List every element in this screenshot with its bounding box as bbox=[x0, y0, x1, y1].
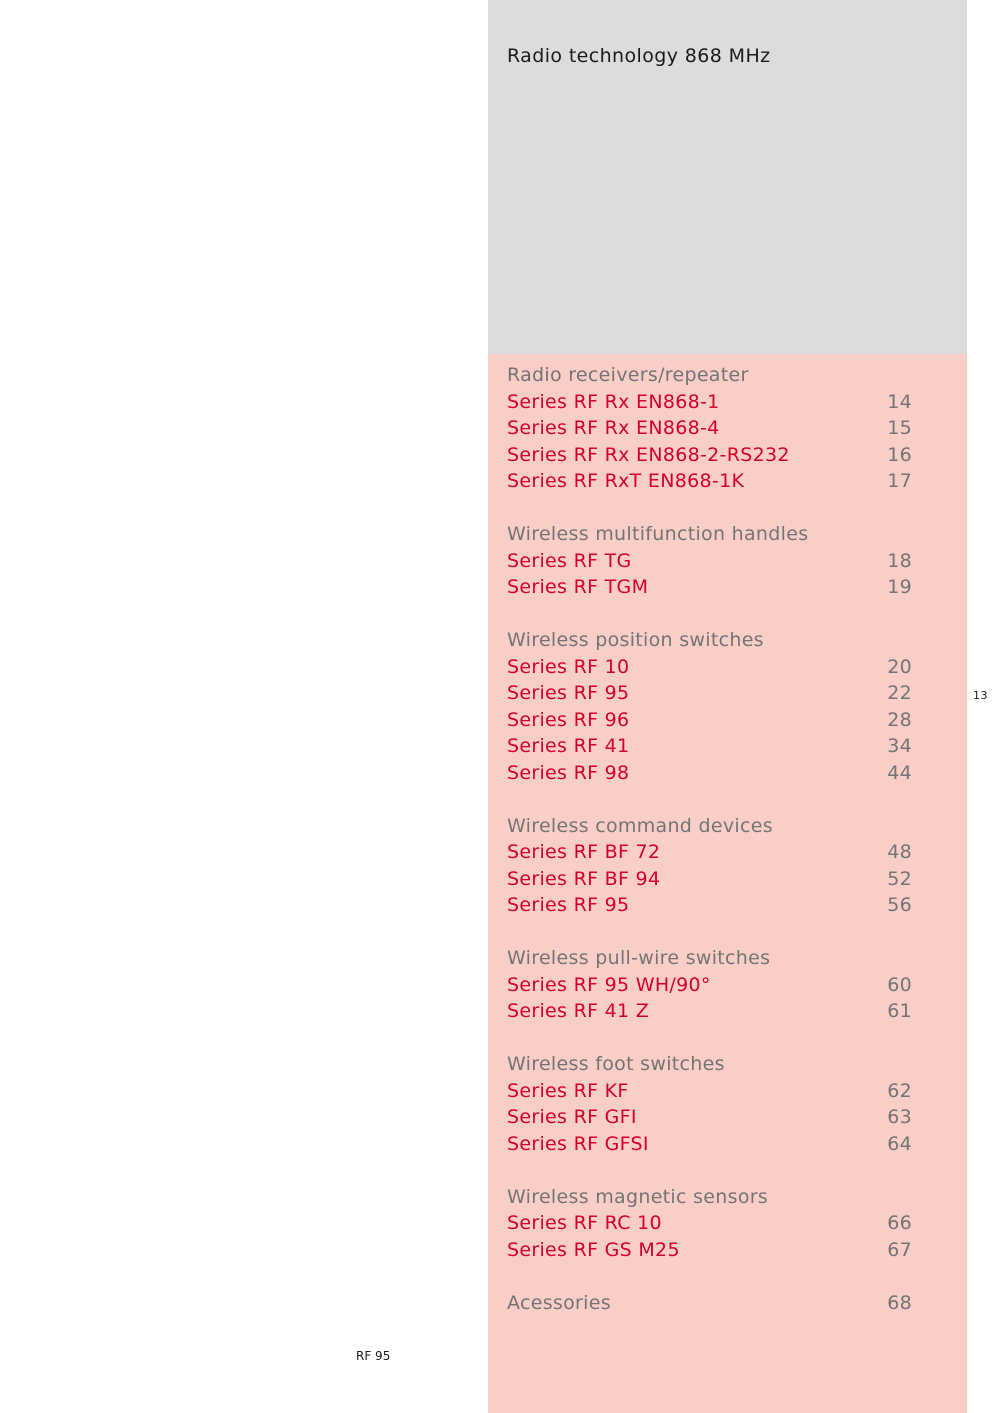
toc-entry-page: 34 bbox=[887, 735, 912, 757]
toc-group-heading bbox=[507, 1184, 912, 1211]
toc-group-heading bbox=[507, 521, 912, 548]
toc-entry-page: 20 bbox=[887, 655, 912, 678]
toc-entry[interactable] bbox=[507, 892, 912, 919]
toc-group-magnetic-sensors bbox=[507, 1184, 912, 1264]
toc-group-heading bbox=[507, 362, 912, 389]
toc-entry-label[interactable]: Series RF Rx EN868-2-RS232 bbox=[507, 443, 790, 466]
toc-entry-label[interactable]: Series RF BF 72 bbox=[507, 841, 661, 863]
toc-entry-label[interactable]: Series RF 41 Z bbox=[507, 1000, 650, 1022]
group-heading-label: Wireless foot switches bbox=[507, 1053, 725, 1075]
toc-entry-page: 67 bbox=[887, 1238, 912, 1261]
group-heading-label[interactable]: Acessories bbox=[507, 1291, 611, 1314]
toc-entry[interactable] bbox=[507, 1210, 912, 1237]
toc-group-heading[interactable] bbox=[507, 1290, 912, 1317]
toc-group-foot-switches bbox=[507, 1051, 912, 1157]
group-heading-label: Wireless position switches bbox=[507, 629, 764, 651]
toc-entry[interactable] bbox=[507, 680, 912, 707]
toc-entry[interactable] bbox=[507, 389, 912, 416]
toc-entry[interactable] bbox=[507, 415, 912, 442]
toc-entry-page: 64 bbox=[887, 1132, 912, 1155]
toc-entry[interactable] bbox=[507, 1237, 912, 1264]
toc-group-pull-wire-switches bbox=[507, 945, 912, 1025]
section-title: Radio technology 868 MHz bbox=[507, 45, 771, 67]
toc-entry-label[interactable]: Series RF 95 bbox=[507, 894, 630, 916]
toc-entry-page: 16 bbox=[887, 443, 912, 466]
group-heading-label: Wireless multifunction handles bbox=[507, 523, 809, 545]
toc-entry-page: 17 bbox=[887, 470, 912, 492]
toc-group-heading bbox=[507, 1051, 912, 1078]
toc-group-heading bbox=[507, 627, 912, 654]
group-heading-label: Wireless pull-wire switches bbox=[507, 947, 771, 969]
toc-heading-page: 68 bbox=[887, 1291, 912, 1314]
toc-entry-label[interactable]: Series RF TGM bbox=[507, 576, 649, 598]
toc-entry-page: 61 bbox=[887, 1000, 912, 1022]
toc-entry[interactable] bbox=[507, 548, 912, 575]
toc-group-radio-receivers bbox=[507, 362, 912, 495]
toc-entry-page: 66 bbox=[887, 1212, 912, 1234]
toc-entry-page: 60 bbox=[887, 973, 912, 996]
toc-entry-label[interactable]: Series RF Rx EN868-1 bbox=[507, 390, 720, 413]
toc-entry-label[interactable]: Series RF 10 bbox=[507, 655, 630, 678]
toc-group-accessories bbox=[507, 1290, 912, 1317]
group-heading-label: Radio receivers/repeater bbox=[507, 364, 749, 386]
toc-entry[interactable] bbox=[507, 972, 912, 999]
group-heading-label: Wireless magnetic sensors bbox=[507, 1185, 769, 1208]
toc-entry-page: 18 bbox=[887, 549, 912, 572]
toc-group-heading bbox=[507, 813, 912, 840]
toc-entry[interactable] bbox=[507, 468, 912, 495]
toc-entry-page: 62 bbox=[887, 1079, 912, 1102]
toc-entry-label[interactable]: Series RF 96 bbox=[507, 708, 630, 731]
toc-group-heading bbox=[507, 945, 912, 972]
toc-entry-page: 15 bbox=[887, 417, 912, 439]
toc-entry-label[interactable]: Series RF GFI bbox=[507, 1106, 637, 1128]
toc-entry-page: 22 bbox=[887, 682, 912, 704]
toc-entry-label[interactable]: Series RF BF 94 bbox=[507, 867, 661, 890]
toc-entry-page: 28 bbox=[887, 708, 912, 731]
table-of-contents bbox=[507, 362, 912, 1343]
toc-entry-label[interactable]: Series RF Rx EN868-4 bbox=[507, 417, 720, 439]
toc-entry[interactable] bbox=[507, 1104, 912, 1131]
toc-entry[interactable] bbox=[507, 998, 912, 1025]
toc-entry-label[interactable]: Series RF 95 bbox=[507, 682, 630, 704]
toc-entry-label[interactable]: Series RF GFSI bbox=[507, 1132, 649, 1155]
toc-entry-label[interactable]: Series RF RC 10 bbox=[507, 1212, 662, 1234]
toc-entry[interactable] bbox=[507, 707, 912, 734]
toc-entry-page: 63 bbox=[887, 1106, 912, 1128]
toc-entry-label[interactable]: Series RF KF bbox=[507, 1079, 629, 1102]
page-number: 13 bbox=[973, 689, 988, 702]
footer-label: RF 95 bbox=[356, 1349, 391, 1363]
toc-entry[interactable] bbox=[507, 442, 912, 469]
toc-entry-label[interactable]: Series RF TG bbox=[507, 549, 632, 572]
toc-entry-label[interactable]: Series RF 41 bbox=[507, 735, 630, 757]
toc-entry[interactable] bbox=[507, 866, 912, 893]
toc-entry-label[interactable]: Series RF GS M25 bbox=[507, 1238, 680, 1261]
toc-entry-page: 14 bbox=[887, 390, 912, 413]
toc-entry-page: 44 bbox=[887, 761, 912, 784]
toc-entry[interactable] bbox=[507, 1131, 912, 1158]
toc-entry[interactable] bbox=[507, 654, 912, 681]
toc-entry-page: 52 bbox=[887, 867, 912, 890]
toc-entry-page: 56 bbox=[887, 894, 912, 916]
toc-group-multifunction-handles bbox=[507, 521, 912, 601]
toc-group-position-switches bbox=[507, 627, 912, 786]
toc-entry-label[interactable]: Series RF 95 WH/90° bbox=[507, 973, 711, 996]
group-heading-label: Wireless command devices bbox=[507, 814, 773, 837]
toc-entry[interactable] bbox=[507, 733, 912, 760]
toc-entry[interactable] bbox=[507, 574, 912, 601]
toc-entry[interactable] bbox=[507, 760, 912, 787]
toc-entry-page: 48 bbox=[887, 841, 912, 863]
toc-entry-page: 19 bbox=[887, 576, 912, 598]
toc-entry[interactable] bbox=[507, 1078, 912, 1105]
toc-entry-label[interactable]: Series RF 98 bbox=[507, 761, 630, 784]
toc-group-command-devices bbox=[507, 813, 912, 919]
toc-entry-label[interactable]: Series RF RxT EN868-1K bbox=[507, 470, 745, 492]
toc-entry[interactable] bbox=[507, 839, 912, 866]
